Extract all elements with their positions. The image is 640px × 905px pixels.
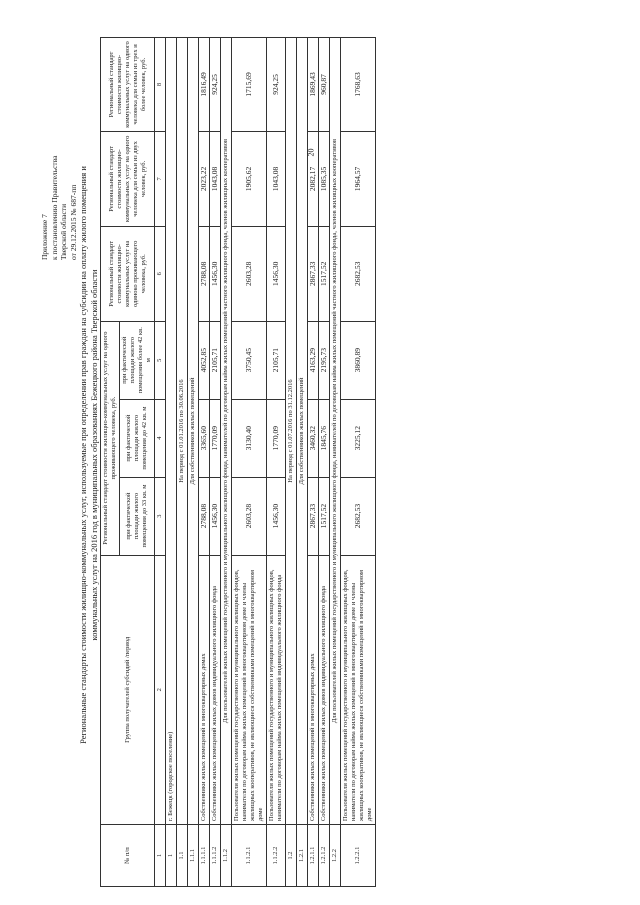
header-col-8: Региональный стандарт стоимости жилищно-коммунальных услуг на одного человека для семьи из трех и более человек, руб. <box>101 38 155 132</box>
appendix-line-3: Тверской области <box>59 203 68 260</box>
subsection-row <box>188 38 199 887</box>
value-cell: 2603,28 <box>232 477 267 555</box>
col-number: 4 <box>155 399 166 477</box>
value-cell: 3130,40 <box>232 399 267 477</box>
header-col-4: при фактической площади жилого помещения до 42 кв. м <box>120 399 155 477</box>
col-number: 6 <box>155 226 166 321</box>
row-number: 1.1.2.1 <box>232 825 267 887</box>
standards-table <box>100 37 376 887</box>
subsection-label: Для пользователей жилых помещений государственного и муниципального жилищного фонда, нанимателей по договорам найма жилых помещений частного жилищного фонда, членов жилищных кооперативов <box>221 38 232 825</box>
value-cell: 1845,76 <box>319 399 330 477</box>
row-number: 1.2.1 <box>297 825 308 887</box>
header-col-6: Региональный стандарт стоимости жилищно-коммунальных услуг на одиноко проживающего человека, руб. <box>101 226 155 321</box>
value-cell: 2603,28 <box>232 226 267 321</box>
value-cell: 2788,08 <box>199 226 210 321</box>
value-cell: 1456,30 <box>210 226 221 321</box>
value-cell: 1715,69 <box>232 38 267 132</box>
row-number: 1.2.1.2 <box>319 825 330 887</box>
row-number: 1.1.2 <box>221 825 232 887</box>
section-row <box>166 38 177 887</box>
title-line-2: коммунальных услуг на 2016 год в муниципальных образованиях Бежецкого района Тверской области <box>89 269 99 641</box>
header-num: № п/п <box>101 825 155 887</box>
header-col-5: при фактической площади жилого помещения более 42 кв. м <box>120 321 155 399</box>
row-number: 1.2.2.1 <box>341 825 376 887</box>
value-cell: 1517,52 <box>319 477 330 555</box>
appendix-header <box>40 156 78 260</box>
value-cell: 1456,30 <box>210 477 221 555</box>
value-cell: 1768,63 <box>341 38 376 132</box>
value-cell: 2023,22 <box>199 131 210 226</box>
value-cell: 2682,53 <box>341 477 376 555</box>
value-cell: 2105,71 <box>267 321 286 399</box>
value-cell: 3460,32 <box>308 399 319 477</box>
value-cell: 3365,60 <box>199 399 210 477</box>
value-cell: 2788,08 <box>199 477 210 555</box>
col-number: 3 <box>155 477 166 555</box>
row-number: 1.1.1.2 <box>210 825 221 887</box>
appendix-line-4: от 29.12.2015 № 687-пп <box>68 184 78 260</box>
value-cell: 924,25 <box>210 38 221 132</box>
value-cell: 3750,45 <box>232 321 267 399</box>
row-label: Пользователи жилых помещений государственного и муниципального жилищных фондов, наниматели по договорам найма жилых помещений в многоквартирном доме и члены жилищных кооперативов, не являющиеся собственниками помещений в многоквартирном доме <box>232 555 267 825</box>
value-cell: 2195,73 <box>319 321 330 399</box>
title-line-1: Региональные стандарты стоимости жилищно-коммунальных услуг, используемые при определении прав граждан на субсидии на оплату жилого помещения и <box>78 166 88 744</box>
value-cell: 1869,43 <box>308 38 319 132</box>
col-number: 7 <box>155 131 166 226</box>
row-number: 1.2.2 <box>330 825 341 887</box>
period-row <box>286 38 297 887</box>
section-title: г. Бежецк (городское поселение) <box>166 38 177 825</box>
row-label: Собственники жилых помещений в многоквартирных домах <box>308 555 319 825</box>
value-cell: 1964,57 <box>341 131 376 226</box>
row-label: Собственники жилых помещений жилых домов индивидуального жилищного фонда <box>210 555 221 825</box>
header-col-7: Региональный стандарт стоимости жилищно-коммунальных услуг на одного человека для семьи из двух человек, руб. <box>101 131 155 226</box>
row-number: 1.2 <box>286 825 297 887</box>
value-cell: 1085,35 <box>319 131 330 226</box>
value-cell: 3860,89 <box>341 321 376 399</box>
row-number: 1 <box>166 825 177 887</box>
col-number: 5 <box>155 321 166 399</box>
period-label: На период с 01.07.2016 по 31.12.2016 <box>286 38 297 825</box>
row-number: 1.1.1 <box>188 825 199 887</box>
table-row <box>341 38 376 887</box>
subsection-row <box>330 38 341 887</box>
value-cell: 4052,85 <box>199 321 210 399</box>
period-label: На период с 01.01.2016 по 30.06.2016 <box>177 38 188 825</box>
value-cell: 2682,53 <box>341 226 376 321</box>
table-row <box>232 38 267 887</box>
row-number: 1.1.1.1 <box>199 825 210 887</box>
row-number: 1.1.2.2 <box>267 825 286 887</box>
value-cell: 1043,08 <box>267 131 286 226</box>
header-col-3: при фактической площади жилого помещения до 33 кв. м <box>120 477 155 555</box>
subsection-label: Для собственников жилых помещений <box>297 38 308 825</box>
row-label: Пользователи жилых помещений государственного и муниципального жилищных фондов, наниматели по договорам найма жилых помещений индивидуального жилищного фонда <box>267 555 286 825</box>
value-cell: 1770,09 <box>267 399 286 477</box>
column-number-row <box>155 38 166 887</box>
row-label: Пользователи жилых помещений государственного и муниципального жилищных фондов, наниматели по договорам найма жилых помещений в многоквартирном доме и члены жилищных кооперативов, не являющиеся собственниками помещений в многоквартирном доме <box>341 555 376 825</box>
appendix-line-1: Приложение 7 <box>40 214 49 260</box>
value-cell: 2105,71 <box>210 321 221 399</box>
header-row <box>101 38 120 887</box>
subsection-row <box>221 38 232 887</box>
value-cell: 1043,08 <box>210 131 221 226</box>
page-number: 20 <box>306 148 316 157</box>
subsection-label: Для пользователей жилых помещений государственного и муниципального жилищного фонда, нанимателей по договорам найма жилых помещений частного жилищного фонда, членов жилищных кооперативов <box>330 38 341 825</box>
period-row <box>177 38 188 887</box>
value-cell: 3225,12 <box>341 399 376 477</box>
header-group: Группа получателей субсидий /период <box>101 555 155 825</box>
subsection-label: Для собственников жилых помещений <box>188 38 199 825</box>
col-number: 8 <box>155 38 166 132</box>
value-cell: 1905,62 <box>232 131 267 226</box>
value-cell: 1456,30 <box>267 226 286 321</box>
value-cell: 4163,29 <box>308 321 319 399</box>
row-number: 1.1 <box>177 825 188 887</box>
table-row <box>319 38 330 887</box>
table-row <box>267 38 286 887</box>
table-row <box>199 38 210 887</box>
value-cell: 1770,09 <box>210 399 221 477</box>
value-cell: 2867,33 <box>308 226 319 321</box>
table-row <box>210 38 221 887</box>
row-label: Собственники жилых помещений жилых домов индивидуального жилищного фонда <box>319 555 330 825</box>
appendix-line-2: к постановлению Правительства <box>49 155 59 260</box>
value-cell: 2082,17 <box>308 131 319 226</box>
value-cell: 924,25 <box>267 38 286 132</box>
subsection-row <box>297 38 308 887</box>
row-number: 1.2.1.1 <box>308 825 319 887</box>
row-label: Собственники жилых помещений в многоквартирных домах <box>199 555 210 825</box>
value-cell: 960,87 <box>319 38 330 132</box>
value-cell: 2867,33 <box>308 477 319 555</box>
value-cell: 1456,30 <box>267 477 286 555</box>
col-number: 2 <box>155 555 166 825</box>
col-number: 1 <box>155 825 166 887</box>
header-standard-group: Региональный стандарт стоимости жилищно-коммунальных услуг на одного проживающего человека, руб. <box>101 321 120 555</box>
value-cell: 1816,49 <box>199 38 210 132</box>
document-title <box>78 25 100 885</box>
table-row <box>308 38 319 887</box>
value-cell: 1517,52 <box>319 226 330 321</box>
